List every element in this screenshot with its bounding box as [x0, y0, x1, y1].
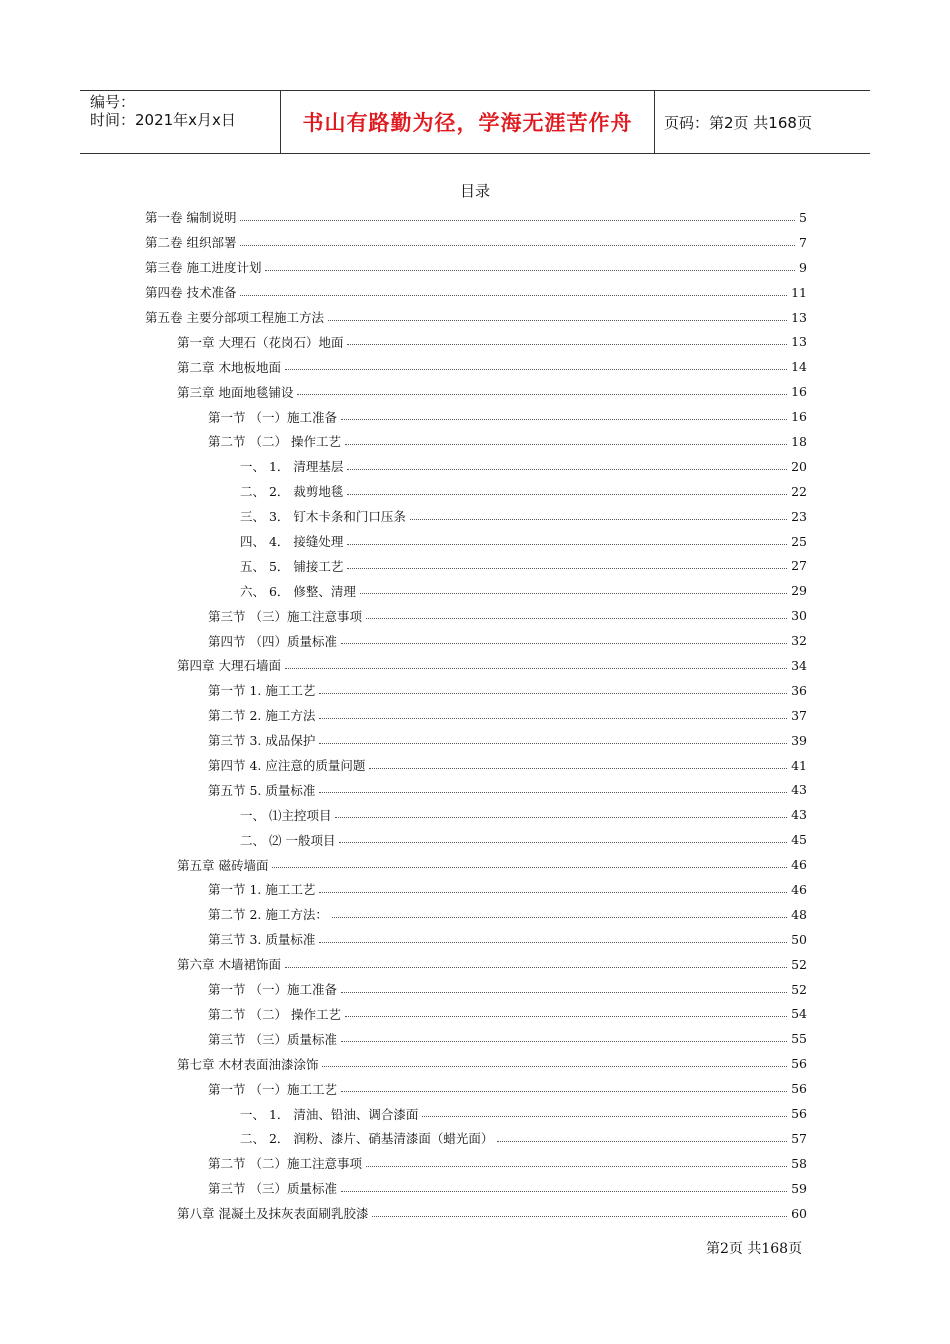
toc-entry-page: 60 — [791, 1205, 807, 1221]
toc-dot-leader — [319, 934, 787, 943]
toc-dot-leader — [319, 710, 787, 719]
toc-dot-leader — [285, 361, 787, 370]
toc-dot-leader — [319, 784, 787, 793]
toc-entry-page: 25 — [791, 533, 807, 549]
toc-entry-title: 第二节 （二） 操作工艺 — [208, 434, 341, 450]
toc-entry-page: 46 — [791, 881, 807, 897]
toc-dot-leader — [366, 1158, 787, 1167]
toc-entry-title: 第一章 大理石（花岗石）地面 — [177, 334, 344, 350]
toc-entry-title: 四、 4． 接缝处理 — [240, 534, 344, 550]
toc-dot-leader — [410, 511, 787, 520]
toc-dot-leader — [240, 287, 787, 296]
toc-entry-page: 7 — [799, 234, 807, 250]
toc-dot-leader — [366, 610, 787, 619]
toc-dot-leader — [345, 1008, 787, 1017]
toc-entry-page: 27 — [791, 558, 807, 574]
toc-entry-title: 第五卷 主要分部项工程施工方法 — [145, 310, 324, 325]
toc-entry-page: 14 — [791, 359, 807, 375]
toc-dot-leader — [332, 909, 787, 918]
toc-entry-title: 第三节 3. 质量标准 — [208, 932, 316, 948]
toc-dot-leader — [297, 386, 787, 395]
toc-dot-leader — [347, 560, 787, 569]
toc-dot-leader — [240, 212, 795, 221]
toc-entry-title: 第三卷 施工进度计划 — [145, 260, 262, 276]
toc-dot-leader — [341, 1083, 787, 1092]
toc-entry[interactable] — [240, 479, 807, 504]
toc-entry[interactable] — [177, 952, 807, 977]
toc-entry-title: 五、 5． 铺接工艺 — [240, 558, 344, 574]
toc-entry[interactable] — [177, 379, 807, 404]
toc-entry-title: 第六章 木墙裙饰面 — [177, 957, 281, 973]
toc-entry[interactable] — [177, 329, 807, 354]
toc-entry-title: 六、 6． 修整、清理 — [240, 583, 356, 599]
toc-entry-page: 37 — [791, 707, 807, 723]
toc-entry[interactable] — [208, 977, 807, 1002]
toc-entry-title: 第一节 1. 施工工艺 — [208, 882, 316, 898]
toc-entry-page: 43 — [791, 782, 807, 798]
toc-entry-title: 第一节 1. 施工工艺 — [208, 683, 316, 699]
toc-entry-page: 20 — [791, 458, 807, 474]
toc-entry[interactable] — [240, 553, 807, 578]
toc-entry-page: 46 — [791, 857, 807, 873]
toc-entry[interactable] — [177, 1201, 807, 1226]
document-number-label: 编号： — [90, 93, 136, 111]
toc-entry[interactable] — [240, 504, 807, 529]
toc-entry[interactable] — [208, 877, 807, 902]
document-time-label: 时间：2021年x月x日 — [90, 111, 236, 129]
toc-dot-leader — [372, 1208, 787, 1217]
toc-entry[interactable] — [240, 802, 807, 827]
toc-entry-title: 第五章 磁砖墙面 — [177, 857, 269, 873]
toc-entry[interactable] — [208, 728, 807, 753]
toc-entry-page: 13 — [791, 309, 807, 325]
toc-entry-page: 43 — [791, 807, 807, 823]
toc-entry-title: 第四节 4. 应注意的质量问题 — [208, 758, 366, 774]
toc-entry-page: 50 — [791, 931, 807, 947]
toc-entry-title: 三、 3． 钉木卡条和门口压条 — [240, 509, 406, 525]
toc-entry-title: 二、 ⑵ 一般项目 — [240, 832, 336, 848]
toc-entry-title: 第三节 3. 成品保护 — [208, 733, 316, 749]
toc-entry[interactable] — [240, 1126, 807, 1151]
toc-entry-title: 第三节 （三）施工注意事项 — [208, 608, 362, 624]
toc-dot-leader — [347, 486, 787, 495]
toc-entry-page: 36 — [791, 682, 807, 698]
toc-entry-title: 第一节 （一）施工工艺 — [208, 1081, 337, 1097]
toc-entry[interactable] — [208, 1002, 807, 1027]
toc-entry[interactable] — [208, 628, 807, 653]
toc-entry[interactable] — [177, 1051, 807, 1076]
toc-entry-page: 52 — [791, 956, 807, 972]
toc-entry-title: 第八章 混凝土及抹灰表面刷乳胶漆 — [177, 1206, 369, 1222]
toc-entry[interactable] — [145, 305, 807, 330]
page-footer: 第2页 共168页 — [706, 1241, 803, 1257]
toc-dot-leader — [347, 536, 787, 545]
toc-entry-title: 第一节 （一）施工准备 — [208, 982, 337, 998]
toc-entry-page: 45 — [791, 832, 807, 848]
toc-dot-leader — [319, 735, 787, 744]
toc-entry-title: 第三章 地面地毯铺设 — [177, 384, 294, 400]
toc-dot-leader — [319, 884, 787, 893]
toc-dot-leader — [240, 237, 795, 246]
toc-entry[interactable] — [240, 578, 807, 603]
toc-dot-leader — [345, 436, 787, 445]
toc-entry-title: 第四节 （四）质量标准 — [208, 633, 337, 649]
toc-dot-leader — [335, 809, 787, 818]
toc-entry[interactable] — [208, 753, 807, 778]
toc-entry-title: 一、 ⑴主控项目 — [240, 807, 332, 823]
toc-entry-title: 第四卷 技术准备 — [145, 285, 237, 301]
toc-dot-leader — [341, 984, 787, 993]
toc-dot-leader — [272, 859, 787, 868]
header-motto: 书山有路勤为径，学海无涯苦作舟 — [281, 91, 655, 153]
toc-dot-leader — [285, 660, 787, 669]
toc-entry-page: 13 — [791, 334, 807, 350]
toc-entry-page: 22 — [791, 483, 807, 499]
toc-entry-page: 54 — [791, 1006, 807, 1022]
toc-entry-page: 48 — [791, 906, 807, 922]
toc-entry-page: 34 — [791, 657, 807, 673]
toc-entry-title: 第一节 （一）施工准备 — [208, 409, 337, 425]
toc-dot-leader — [341, 1183, 787, 1192]
toc-dot-leader — [339, 834, 787, 843]
toc-entry-title: 第七章 木材表面油漆涂饰 — [177, 1056, 319, 1072]
toc-entry-title: 第四章 大理石墙面 — [177, 658, 281, 674]
toc-dot-leader — [285, 959, 787, 968]
toc-entry-page: 18 — [791, 433, 807, 449]
toc-entry[interactable] — [145, 280, 807, 305]
toc-entry-page: 16 — [791, 384, 807, 400]
toc-entry-page: 55 — [791, 1031, 807, 1047]
toc-entry[interactable] — [208, 927, 807, 952]
toc-entry-page: 56 — [791, 1106, 807, 1121]
toc-dot-leader — [319, 685, 787, 694]
toc-entry-page: 11 — [791, 284, 807, 300]
toc-entry[interactable] — [208, 1076, 807, 1101]
toc-entry[interactable] — [208, 1151, 807, 1176]
toc-entry-title: 二、 2． 润粉、漆片、硝基清漆面（蜡光面） — [240, 1131, 494, 1147]
toc-dot-leader — [347, 336, 787, 345]
header-meta-cell — [80, 91, 281, 153]
toc-entry[interactable] — [177, 354, 807, 379]
toc-entry[interactable] — [208, 777, 807, 802]
document-header — [80, 90, 870, 154]
toc-entry-title: 一、 1． 清油、铅油、调合漆面 — [240, 1106, 419, 1122]
toc-entry[interactable] — [177, 653, 807, 678]
toc-entry-page: 29 — [791, 583, 807, 599]
toc-entry[interactable] — [145, 230, 807, 255]
toc-entry-title: 一、 1． 清理基层 — [240, 459, 344, 475]
toc-entry[interactable] — [240, 1101, 807, 1126]
toc-entry-page: 59 — [791, 1180, 807, 1196]
toc-entry[interactable] — [240, 454, 807, 479]
toc-entry-title: 第二章 木地板地面 — [177, 359, 281, 375]
toc-dot-leader — [369, 760, 787, 769]
toc-entry[interactable] — [208, 404, 807, 429]
header-page-label: 页码：第2页 共168页 — [664, 113, 812, 132]
toc-dot-leader — [341, 411, 787, 420]
toc-entry[interactable] — [208, 1026, 807, 1051]
toc-entry-title: 第二节 2. 施工方法 — [208, 708, 316, 724]
toc-entry[interactable] — [208, 603, 807, 628]
toc-entry[interactable] — [208, 1176, 807, 1201]
toc-entry-page: 39 — [791, 732, 807, 748]
toc-entry-title: 第二节 2. 施工方法： — [208, 907, 328, 923]
toc-entry-title: 第一卷 编制说明 — [145, 210, 237, 226]
toc-entry-page: 41 — [791, 757, 807, 773]
toc-dot-leader — [422, 1108, 787, 1117]
toc-entry[interactable] — [177, 852, 807, 877]
toc-entry-title: 第二卷 组织部署 — [145, 235, 237, 251]
toc-entry-title: 第二节 （二） 操作工艺 — [208, 1006, 341, 1022]
toc-entry-page: 23 — [791, 508, 807, 524]
toc-entry-title: 第五节 5. 质量标准 — [208, 782, 316, 798]
toc-entry-page: 56 — [791, 1081, 807, 1097]
toc-entry[interactable] — [208, 703, 807, 728]
toc-entry[interactable] — [240, 529, 807, 554]
toc-entry-page: 9 — [799, 259, 807, 275]
toc-entry[interactable] — [240, 827, 807, 852]
toc-dot-leader — [347, 461, 787, 470]
toc-entry-page: 57 — [791, 1130, 807, 1146]
toc-title: 目录 — [459, 182, 490, 200]
toc-dot-leader — [265, 262, 795, 271]
toc-entry-title: 二、 2． 裁剪地毯 — [240, 484, 344, 500]
toc-entry-page: 52 — [791, 981, 807, 997]
toc-dot-leader — [497, 1133, 787, 1142]
toc-entry[interactable] — [145, 205, 807, 230]
toc-dot-leader — [341, 1033, 787, 1042]
toc-dot-leader — [360, 585, 787, 594]
toc-entry-title: 第三节 （三）质量标准 — [208, 1181, 337, 1197]
toc-dot-leader — [328, 312, 787, 321]
toc-entry-page: 32 — [791, 633, 807, 649]
toc-dot-leader — [341, 635, 787, 644]
toc-entry[interactable] — [208, 678, 807, 703]
toc-entry-page: 5 — [799, 209, 807, 225]
toc-dot-leader — [322, 1058, 787, 1067]
toc-entry[interactable] — [208, 902, 807, 927]
toc-entry-page: 56 — [791, 1056, 807, 1072]
toc-entry-page: 30 — [791, 608, 807, 624]
toc-entry-title: 第二节 （二）施工注意事项 — [208, 1156, 362, 1172]
toc-entry-page: 58 — [791, 1155, 807, 1171]
toc-entry-page: 16 — [791, 409, 807, 425]
table-of-contents — [0, 205, 950, 1226]
toc-entry[interactable] — [145, 255, 807, 280]
toc-entry-title: 第三节 （三）质量标准 — [208, 1031, 337, 1047]
toc-entry[interactable] — [208, 429, 807, 454]
